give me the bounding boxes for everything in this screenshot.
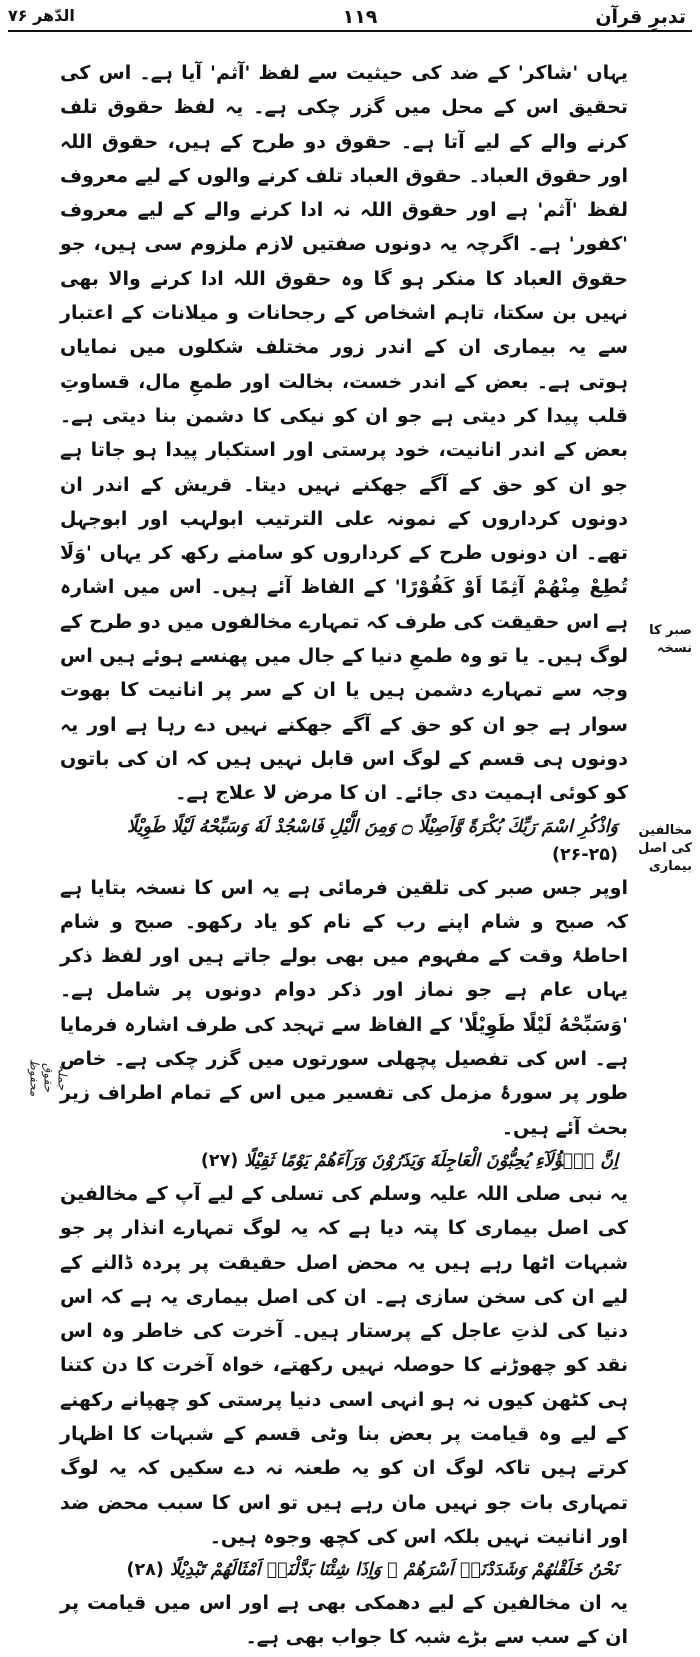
margin-note-bimari: مخالفین کی اصل بیماری	[638, 823, 692, 874]
verse-ref: (۲۸)	[126, 1560, 164, 1581]
handwritten-margin-note: جملہ حقوق محفوظ	[27, 1058, 70, 1097]
paragraph-dhamki: یہ ان مخالفین کے لیے دھمکی بھی ہے اور اس میں قیامت پر ان کے سب سے بڑے شبہ کا جواب بھی ہے۔	[60, 1592, 628, 1649]
verse-ref: (۲۵-۲۶)	[551, 844, 618, 865]
paragraph-athim-kafur: یہاں 'شاکر' کے ضد کی حیثیت سے لفظ 'آثم' آیا ہے۔ اس کی تحقیق اس کے محل میں گزر چکی ہے۔ یہ لفظ حقوق تلف کرنے والے کے لیے آتا ہے۔ حقوق دو طرح کے ہیں، حقوق اللہ اور حقوق العباد۔ حقوق العباد تلف کرنے والوں کے لیے معروف لفظ 'آثم' ہے اور حقوق اللہ نہ ادا کرنے والے کے لیے معروف 'کفور' ہے۔ اگرچہ یہ دونوں صفتیں لازم ملزوم سی ہیں، جو حقوق العباد کا منکر ہو گا وہ حقوق اللہ ادا کرنے والا بھی نہیں بن سکتا، تاہم اشخاص کے رجحانات و میلانات کے اعتبار سے یہ بیماری ان کے اندر زور مختلف شکلوں میں نمایاں ہوتی ہے۔ بعض کے اندر خست، بخالت اور طمعِ مال، قساوتِ قلب پیدا کر دیتی ہے جو ان کو نیکی کا دشمن بنا دیتی ہے۔ بعض کے اندر انانیت، خود پرستی اور استکبار پیدا ہو جاتا ہے جو ان کو حق کے آگے جھکنے نہیں دیتا۔ قریش کے اندر ان دونوں کرداروں کے نمونہ علی الترتیب ابولہب اور ابوجہل تھے۔ ان دونوں طرح کے کرداروں کو سامنے رکھ کر یہاں 'وَلَا تُطِعْ مِنْهُمْ آثِمًا اَوْ كَفُوْرًا' کے الفاظ آئے ہیں۔ اس میں اشارہ ہے اس حقیقت کی طرف کہ تمہارے مخالفوں میں دو طرح کے لوگ ہیں۔ یا تو وہ طمعِ دنیا کے جال میں پھنسے ہوئے ہیں اس وجہ سے تمہارے دشمن ہیں یا ان کے سر پر انانیت کا بھوت سوار ہے جو ان کو حق کے آگے جھکنے نہیں دے رہا ہے اور یہ دونوں ہی قسم کے لوگ اس قابل نہیں ہیں کہ ان کی باتوں کو کوئی اہمیت دی جائے۔ ان کا مرض لا علاج ہے۔	[60, 62, 628, 805]
verse-28	[60, 1556, 628, 1584]
commentary-body	[60, 56, 628, 1657]
page-header	[0, 0, 700, 40]
verse-ref: (۲۷)	[200, 1150, 239, 1171]
verse-text: وَاذْكُرِ اسْمَ رَبِّكَ بُكْرَةً وَّاَصِيْلًا ۝ وَمِنَ الَّيْلِ فَاسْجُدْ لَهٗ وَسَبِّحْهُ لَيْلًا طَوِيْلًا	[127, 816, 618, 837]
paragraph-sabr: اوپر جس صبر کی تلقین فرمائی ہے یہ اس کا نسخہ بتایا ہے کہ صبح و شام اپنے رب کے نام کو یاد رکھو۔ صبح و شام احاطۂ وقت کے مفہوم میں بھی بولے جاتے ہیں اور لفظ ذکر یہاں عام ہے جو نماز اور ذکر دوام دونوں پر شامل ہے۔ 'وَسَبِّحْهُ لَيْلًا طَوِيْلًا' کے الفاظ سے تہجد کی طرف اشارہ فرمایا ہے۔ اس کی تفصیل پچھلی سورتوں میں گزر چکی ہے۔ خاص طور پر سورۂ مزمل کی تفسیر میں اس کے تمام اطراف زیر بحث آئے ہیں۔	[60, 876, 628, 1139]
verse-27	[60, 1147, 628, 1175]
verse-text: اِنَّ هٰۤؤُلَآءِ يُحِبُّوْنَ الْعَاجِلَةَ وَيَذَرُوْنَ وَرَآءَهُمْ يَوْمًا ثَقِيْلًا	[244, 1150, 618, 1171]
header-rule	[8, 30, 692, 32]
page-number: ۱۱۹	[342, 6, 378, 28]
paragraph-bimari: یہ نبی صلی اللہ علیہ وسلم کی تسلی کے لیے آپ کے مخالفین کی اصل بیماری کا پتہ دیا ہے کہ یہ لوگ تمہارے انذار پر جو شبہات اٹھا رہے ہیں یہ محض اصل حقیقت پر پردہ ڈالنے کے لیے ان کی سخن سازی ہے۔ ان کی اصل بیماری یہ ہے کہ اس دنیا کی لذتِ عاجل کے پرستار ہیں۔ آخرت کی خاطر وہ اس نقد کو چھوڑنے کا حوصلہ نہیں رکھتے، خواہ آخرت کا دن کتنا ہی کٹھن کیوں نہ ہو انہی اسی دنیا پرستی کو چھپانے رکھنے کے لیے وہ قیامت پر بعض بنا وٹی قسم کے شبہات کا اظہار کرتے ہیں تاکہ لوگ ان کو یہ طعنہ نہ دے سکیں کہ یہ لوگ تمہاری بات جو نہیں مان رہے ہیں تو اس کا سبب محض ضد اور انانیت نہیں بلکہ اس کی کچھ وجوہ ہیں۔	[60, 1182, 628, 1548]
surah-reference: الدّھر ۷۶	[8, 6, 75, 25]
margin-note-sabr: صبر کا نسخہ	[649, 623, 692, 656]
verse-25-26	[60, 813, 628, 869]
book-title: تدبرِ قرآن	[595, 6, 686, 28]
verse-text: نَحْنُ خَلَقْنٰهُمْ وَشَدَدْنَاۤ اَسْرَهُمْ ۚ وَاِذَا شِئْنَا بَدَّلْنَاۤ اَمْثَالَهُمْ تَبْدِيْلًا	[169, 1560, 618, 1581]
